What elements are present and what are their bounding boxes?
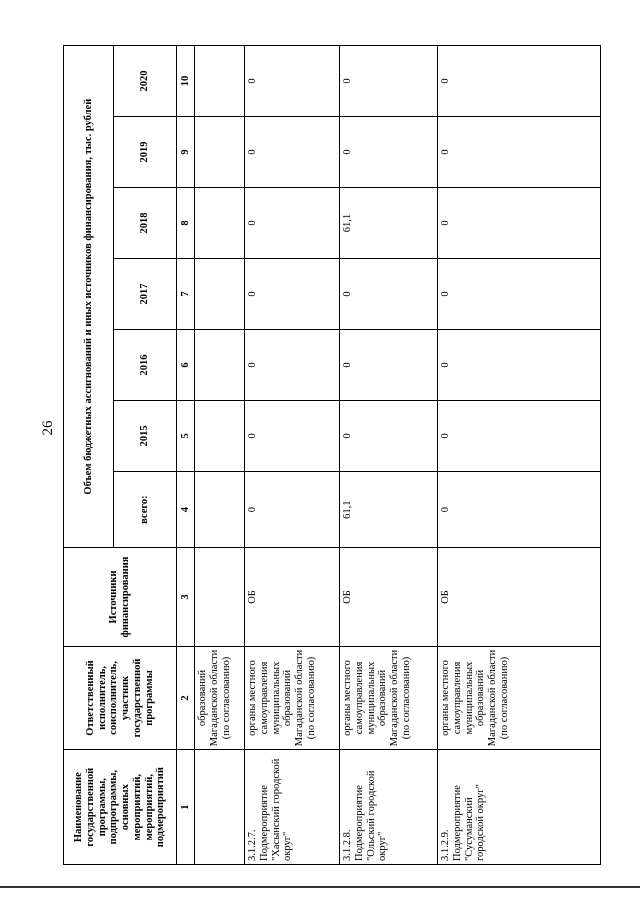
- row-source: ОБ: [340, 548, 438, 646]
- col-number: 1: [177, 750, 195, 865]
- row-value: 0: [438, 471, 601, 547]
- row-value: 61,1: [340, 188, 438, 259]
- row-value: [195, 117, 245, 188]
- row-executor: органы местного самоуправления муниципальных образований Магаданской области (по согласованию): [245, 646, 340, 750]
- header-executor: Ответственный исполнитель, соисполнитель, участник государственной программы: [64, 646, 177, 750]
- row-value: 0: [245, 117, 340, 188]
- row-value: 0: [245, 188, 340, 259]
- row-value: [195, 400, 245, 471]
- header-year-total: всего:: [114, 471, 177, 547]
- row-value: 61,1: [340, 471, 438, 547]
- col-number: 7: [177, 259, 195, 330]
- header-year-2019: 2019: [114, 117, 177, 188]
- header-name: Наименование государственной программы, подпрограммы, основных мероприятий, мероприятий, подмероприятий: [64, 750, 177, 865]
- col-number: 3: [177, 548, 195, 646]
- row-executor: органы местного самоуправления муниципальных образований Магаданской области (по согласованию): [438, 646, 601, 750]
- table-row: [195, 46, 245, 865]
- row-source: [195, 548, 245, 646]
- header-year-2020: 2020: [114, 46, 177, 117]
- row-name: [195, 750, 245, 865]
- row-source: ОБ: [245, 548, 340, 646]
- row-value: 0: [438, 400, 601, 471]
- row-value: 0: [438, 46, 601, 117]
- row-value: [195, 329, 245, 400]
- col-number: 6: [177, 329, 195, 400]
- table-row: [245, 46, 340, 865]
- row-name: 3.1.2.8. Подмероприятие "Ольский городской округ": [340, 750, 438, 865]
- row-value: 0: [438, 188, 601, 259]
- row-value: [195, 46, 245, 117]
- row-value: 0: [245, 329, 340, 400]
- row-value: 0: [438, 259, 601, 330]
- col-number: 5: [177, 400, 195, 471]
- col-number: 9: [177, 117, 195, 188]
- row-source: ОБ: [438, 548, 601, 646]
- scan-edge-line: [0, 886, 640, 888]
- row-value: 0: [438, 329, 601, 400]
- financing-table: [63, 45, 601, 865]
- rotated-table-container: [63, 45, 601, 865]
- row-value: 0: [245, 471, 340, 547]
- row-value: 0: [340, 400, 438, 471]
- row-name: 3.1.2.9. Подмероприятие "Сусуманский городской округ": [438, 750, 601, 865]
- header-volume: Объем бюджетных ассигнований и иных источников финансирования, тыс. рублей: [64, 46, 114, 548]
- row-value: 0: [245, 259, 340, 330]
- table-row: [340, 46, 438, 865]
- col-number: 2: [177, 646, 195, 750]
- page-number: 26: [40, 420, 56, 436]
- header-year-2017: 2017: [114, 259, 177, 330]
- col-number: 10: [177, 46, 195, 117]
- header-source: Источники финансирования: [64, 548, 177, 646]
- row-value: [195, 471, 245, 547]
- col-number: 4: [177, 471, 195, 547]
- row-value: 0: [438, 117, 601, 188]
- row-value: 0: [245, 46, 340, 117]
- table-row: [438, 46, 601, 865]
- col-number: 8: [177, 188, 195, 259]
- row-value: 0: [340, 329, 438, 400]
- row-value: 0: [245, 400, 340, 471]
- row-value: 0: [340, 46, 438, 117]
- row-executor: образований Магаданской области (по согласованию): [195, 646, 245, 750]
- header-year-2018: 2018: [114, 188, 177, 259]
- row-executor: органы местного самоуправления муниципальных образований Магаданской области (по согласованию): [340, 646, 438, 750]
- row-value: 0: [340, 259, 438, 330]
- row-value: 0: [340, 117, 438, 188]
- row-value: [195, 259, 245, 330]
- row-value: [195, 188, 245, 259]
- row-name: 3.1.2.7. Подмероприятие "Хасынский городской округ": [245, 750, 340, 865]
- header-year-2016: 2016: [114, 329, 177, 400]
- header-year-2015: 2015: [114, 400, 177, 471]
